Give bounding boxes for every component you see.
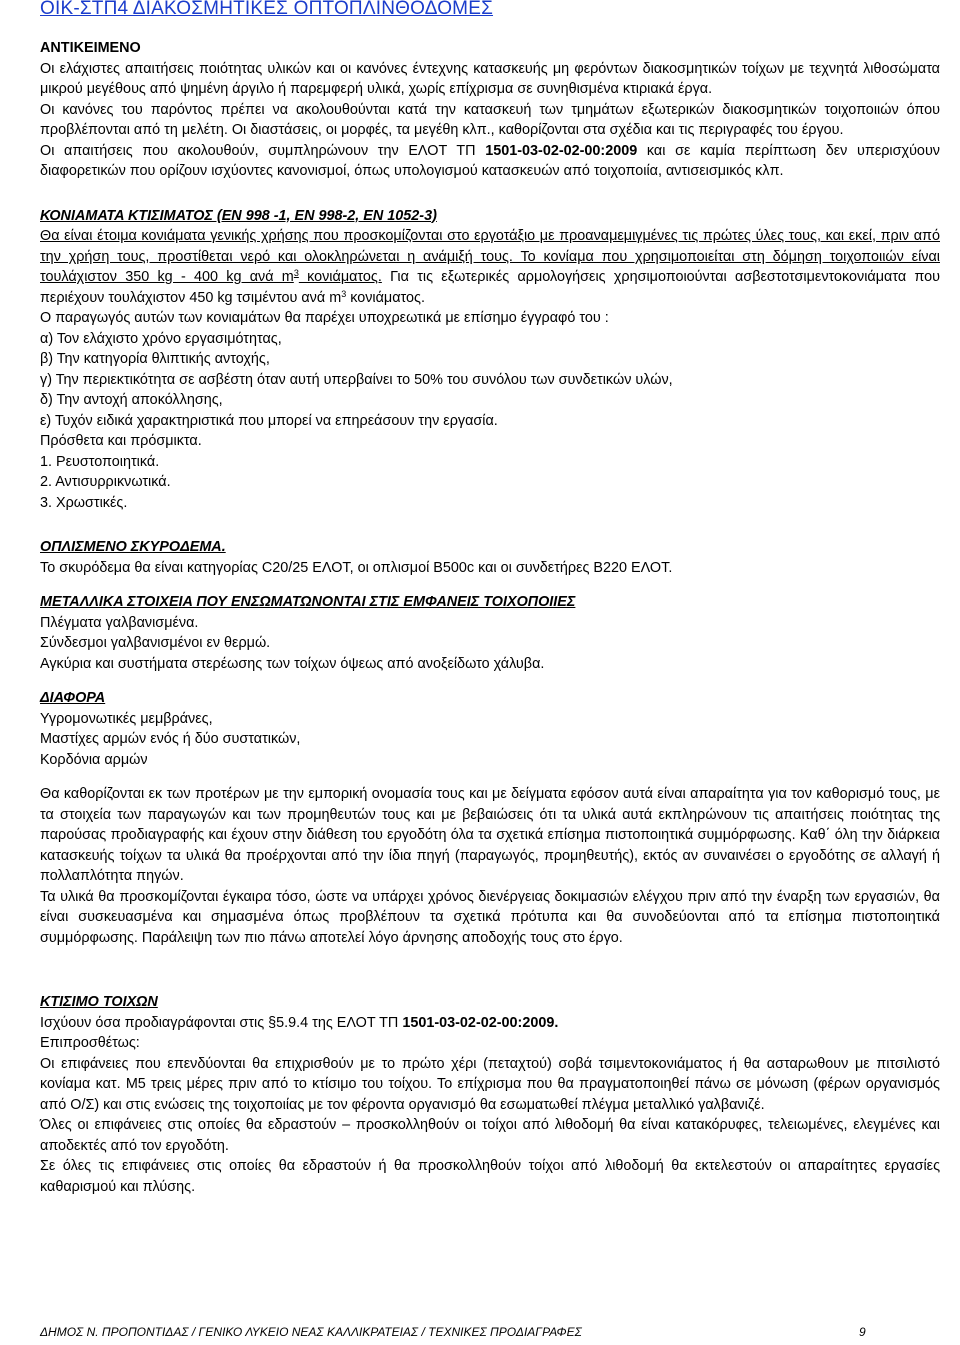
paragraph: Πρόσθετα και πρόσμικτα. [40, 433, 202, 449]
paragraph: Σε όλες τις επιφάνειες στις οποίες θα εδραστούν ή θα προσκολληθούν τοίχοι από λιθοδομή θα εκτελεστούν οι απαραίτητες εργασίες καθαρισμού και πλύσης. [40, 1158, 940, 1195]
list-item: α) Τον ελάχιστο χρόνο εργασιμότητας, [40, 330, 282, 347]
paragraph: Θα καθορίζονται εκ των προτέρων με την εμπορική ονομασία τους και με δείγματα εφόσον αυτά είναι απαραίτητα για τον καθορισμό τους, με τα στοιχεία των παραγωγών και των προμηθευτών τους και με βεβαιώσεις ότι τα υλικά αυτά εκπληρώνουν τις απαιτήσεις ποιότητας της παρούσας προδιαγραφής και έχουν στην διάθεση του εργοδότη όλα τα σχετικά επίσημα πιστοποιητικά συμμόρφωσης. Καθ΄ όλη την διάρκεια κατασκευής τοίχων τα υλικά θα προέρχονται από την ίδια πηγή (παραγωγός, προμηθευτής), εκτός αν συναινέσει ο εργοδότης σε αλλαγή ή πολλαπλότητα πηγών. [40, 786, 940, 884]
list-item: Κορδόνια αρμών [40, 751, 148, 768]
paragraph: Επιπροσθέτως: [40, 1035, 140, 1051]
list-item: δ) Την αντοχή αποκόλλησης, [40, 392, 223, 408]
standard-reference: 1501-03-02-02-00:2009. [402, 1014, 559, 1031]
section-heading-koniamata: ΚΟΝΙΑΜΑΤΑ ΚΤΙΣΙΜΑΤΟΣ (ΕΝ 998 -1, ΕΝ 998-2, ΕΝ 1052-3) [40, 207, 437, 224]
list-item: Αγκύρια και συστήματα στερέωσης των τοίχων όψεως από ανοξείδωτο χάλυβα. [40, 655, 545, 672]
paragraph: Όλες οι επιφάνειες στις οποίες θα εδραστούν – προσκολληθούν οι τοίχοι από λιθοδομή θα είναι κατακόρυφες, τελειωμένες, ελεγμένες και αποδεκτές από τον εργοδότη. [40, 1117, 940, 1154]
paragraph: Οι κανόνες του παρόντος πρέπει να ακολουθούνται κατά την κατασκευή των τμημάτων εξωτερικών διακοσμητικών τοιχοποιιών όπου προβλέπονται από τη μελέτη. Οι διαστάσεις, οι μορφές, τα μεγέθη κλπ., καθορίζονται στα σχέδια και τις περιγραφές του έργου. [40, 101, 940, 138]
list-item: ε) Τυχόν ειδικά χαρακτηριστικά που μπορεί να επηρεάσουν την εργασία. [40, 412, 498, 429]
list-item: Πλέγματα γαλβανισμένα. [40, 614, 199, 631]
paragraph-text: Ισχύουν όσα προδιαγράφονται στις §5.9.4 της ΕΛΟΤ ΤΠ [40, 1014, 403, 1031]
paragraph: Ο παραγωγός αυτών των κονιαμάτων θα παρέχει υποχρεωτικά με επίσημο έγγραφό του : [40, 310, 609, 326]
list-item: Μαστίχες αρμών ενός ή δύο συστατικών, [40, 731, 301, 747]
document-body [40, 38, 940, 1197]
list-item: 3. Χρωστικές. [40, 494, 128, 511]
page-footer [40, 1325, 866, 1339]
section-heading-skyrodema: ΟΠΛΙΣΜΕΝΟ ΣΚΥΡΟΔΕΜΑ. [40, 539, 226, 555]
footer-text: ΔΗΜΟΣ Ν. ΠΡΟΠΟΝΤΙΔΑΣ / ΓΕΝΙΚΟ ΛΥΚΕΙΟ ΝΕΑΣ ΚΑΛΛΙΚΡΑΤΕΙΑΣ / ΤΕΧΝΙΚΕΣ ΠΡΟΔΙΑΓΡΑΦΕΣ [40, 1325, 582, 1339]
paragraph-text: και σε καμία περίπτωση δεν υπερισχύουν διαφορετικών που ορίζουν ισχύοντες κανονισμοί, όπως υπολογισμού κατασκευών από τοιχοποιία, αντισεισμικός κλπ. [40, 142, 941, 179]
superscript: 3 [341, 288, 347, 299]
paragraph: Τα υλικά θα προσκομίζονται έγκαιρα τόσο, ώστε να υπάρχει χρόνος διενέργειας δοκιμασιών ελέγχου πριν από την έναρξη των εργασιών, θα είναι συσκευασμένα και σημασμένα όπως προβλέπουν τα σχετικά πρότυπα και θα συνοδεύονται από τα επίσημα πιστοποιητικά συμμόρφωσης. Παράλειψη των πιο πάνω αποτελεί λόγο άρνησης αποδοχής τους στο έργο. [40, 888, 940, 946]
list-item: 2. Αντισυρρικνωτικά. [40, 474, 171, 490]
paragraph [40, 1013, 940, 1034]
standard-reference: 1501-03-02-02-00:2009 [485, 142, 638, 159]
list-item: Υγρομονωτικές μεμβράνες, [40, 710, 213, 727]
section-heading-antikeimeno: ΑΝΤΙΚΕΙΜΕΝΟ [40, 40, 141, 56]
underlined-text: Θα είναι έτοιμα κονιάματα γενικής χρήσης που προσκομίζονται στο εργοτάξιο με προαναμεμιγμένες τις πρώτες ύλες τους, και εκεί, πριν από την χρήση τους, προστίθεται νερό και ολοκληρώνεται η ανάμιξή τους. Το κονίαμα που χρησιμοποιείται στη δόμηση τοιχοποιιών είναι τουλάχιστον 350 kg - 400 kg ανά m [40, 228, 940, 285]
section-heading-diafora: ΔΙΑΦΟΡΑ [40, 690, 106, 706]
paragraph-text: Οι απαιτήσεις που ακολουθούν, συμπληρώνουν την ΕΛΟΤ ΤΠ [40, 142, 486, 159]
list-item: γ) Την περιεκτικότητα σε ασβέστη όταν αυτή υπερβαίνει το 50% του συνόλου των συνδετικών υλών, [40, 371, 673, 388]
list-item: Σύνδεσμοι γαλβανισμένοι εν θερμώ. [40, 635, 271, 651]
superscript: 3 [293, 268, 299, 278]
section-heading-metallika: ΜΕΤΑΛΛΙΚΑ ΣΤΟΙΧΕΙΑ ΠΟΥ ΕΝΣΩΜΑΤΩΝΟΝΤΑΙ ΣΤΙΣ ΕΜΦΑΝΕΙΣ ΤΟΙΧΟΠΟΙΙΕΣ [40, 594, 576, 610]
list-item: β) Την κατηγορία θλιπτικής αντοχής, [40, 351, 270, 367]
paragraph [40, 226, 940, 308]
document-title: ΟΙΚ-ΣΤΠ4 ΔΙΑΚΟΣΜΗΤΙΚΕΣ ΟΠΤΟΠΛΙΝΘΟΔΟΜΕΣ [40, 0, 494, 19]
list-item: 1. Ρευστοποιητικά. [40, 453, 160, 470]
underlined-text: κονιάματος. [298, 269, 382, 285]
paragraph-text: κονιάματος. [346, 289, 425, 306]
section-heading-ktisimo: ΚΤΙΣΙΜΟ ΤΟΙΧΩΝ [40, 994, 158, 1010]
paragraph: Οι επιφάνειες που επενδύονται θα επιχρισθούν με το πρώτο χέρι (πεταχτού) σοβά τσιμεντοκονιάματος ή θα ασταρωθουν με πιτσιλιστό κονίαμα κατ. Μ5 τρεις μέρες πριν από το κτίσιμο του τοίχου. Το επίχρισμα που θα πραγματοποιηθεί πάνω σε μόνωση (φέρων οργανισμός από Ο/Σ) και στις ενώσεις της τοιχοποιίας με τον φέροντα οργανισμό θα εσωματωθεί πλέγμα μεταλλικό γαλβανιζέ. [40, 1055, 940, 1113]
paragraph: Οι ελάχιστες απαιτήσεις ποιότητας υλικών και οι κανόνες έντεχνης κατασκευής μη φερόντων διακοσμητικών τοίχων με τεχνητά λιθοσώματα μικρού μεγέθους από ψημένη άργιλο ή παρεμφερή υλικά, χωρίς επίχρισμα σε συνηθισμένα κτιριακά έργα. [40, 60, 940, 97]
page-number: 9 [859, 1325, 866, 1339]
paragraph [40, 141, 940, 182]
paragraph: Το σκυρόδεμα θα είναι κατηγορίας C20/25 ΕΛΟΤ, οι οπλισμοί B500c και οι συνδετήρες B220 ΕΛΟΤ. [40, 559, 673, 576]
paragraph-text: Για τις εξωτερικές αρμολογήσεις χρησιμοποιούνται ασβεστοτσιμεντοκονιάματα που περιέχουν τουλάχιστον 450 kg τσιμέντου ανά m [40, 269, 941, 306]
